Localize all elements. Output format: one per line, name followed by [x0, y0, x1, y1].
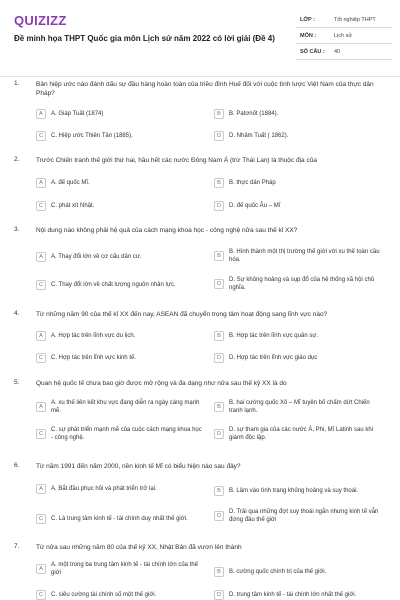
option-letter: A [36, 564, 46, 574]
option-text: C. siêu cường tài chính số một thế giới. [51, 592, 157, 598]
option-letter: C [36, 590, 46, 600]
option-c[interactable] [36, 129, 204, 143]
option-b[interactable] [214, 399, 382, 415]
option-letter: C [36, 201, 46, 211]
option-d[interactable] [214, 199, 382, 213]
option-letter: B [214, 251, 224, 261]
question-number: 4. [14, 310, 20, 317]
meta-row-count [296, 44, 392, 60]
meta-table [296, 12, 392, 60]
option-letter: C [36, 429, 46, 439]
question-text: Từ năm 1991 đến năm 2000, nền kinh tế Mĩ có biểu hiện nào sau đây? [36, 463, 241, 470]
question-text: Trước Chiến tranh thế giới thứ hai, hầu hết các nước Đông Nam Á (trừ Thái Lan) là thuộc địa của [36, 157, 317, 164]
option-text: C. Thay đổi lớn về chất lượng nguồn nhân lực. [51, 282, 176, 288]
option-text: B. Hợp tác trên lĩnh vực quân sự. [229, 333, 319, 339]
option-letter: A [36, 252, 46, 262]
question-number: 1. [14, 80, 20, 87]
option-letter: D [214, 429, 224, 439]
option-letter: C [36, 280, 46, 290]
option-letter: D [214, 201, 224, 211]
option-a[interactable] [36, 176, 204, 190]
question-number: 6. [14, 462, 20, 469]
logo-text: QUIZIZZ [14, 12, 67, 28]
question-number: 2. [14, 156, 20, 163]
option-b[interactable] [214, 176, 382, 190]
option-text: C. Hiệp ước Thiên Tân (1885). [51, 133, 133, 139]
option-text: B. Hình thành một thị trường thế giới với xu thế toàn cầu hóa. [229, 249, 380, 263]
option-text: A. Bắt đầu phục hồi và phát triển trở lại. [51, 486, 157, 492]
option-text: C. Là trung tâm kinh tế - tài chính duy nhất thế giới. [51, 516, 188, 522]
option-text: A. Thay đổi lớn về cơ cấu dân cư. [51, 254, 142, 260]
option-letter: A [36, 178, 46, 188]
option-letter: D [214, 353, 224, 363]
option-letter: D [214, 511, 224, 521]
option-b[interactable] [214, 329, 382, 343]
option-d[interactable] [214, 588, 382, 600]
option-c[interactable] [36, 351, 204, 365]
option-text: D. trung tâm kinh tế - tài chính lớn nhất thế giới. [229, 592, 357, 598]
question-number: 3. [14, 226, 20, 233]
meta-value: Lịch sử [334, 32, 353, 39]
option-letter: D [214, 279, 224, 289]
option-letter: A [36, 402, 46, 412]
option-a[interactable] [36, 561, 204, 577]
option-d[interactable] [214, 276, 382, 292]
question-number: 7. [14, 543, 20, 550]
option-letter: A [36, 484, 46, 494]
option-b[interactable] [214, 565, 382, 579]
question-text: Quan hệ quốc tế chưa bao giờ được mở rộng và đa dạng như nửa sau thế kỷ XX là do [36, 380, 287, 387]
meta-key: MÔN : [300, 32, 317, 39]
option-a[interactable] [36, 107, 204, 121]
option-b[interactable] [214, 484, 382, 498]
option-letter: D [214, 131, 224, 141]
option-text: C. phát xít Nhật. [51, 203, 95, 209]
option-letter: B [214, 178, 224, 188]
option-text: D. sự tham gia của các nước Á, Phi, Mĩ Latinh sau khi giành độc lập. [229, 427, 374, 441]
question-text: Từ nửa sau những năm 80 của thế kỷ XX, Nhật Bản đã vươn lên thành [36, 544, 242, 551]
meta-value: 40 [334, 48, 341, 55]
meta-row-class [296, 12, 392, 28]
option-text: C. sự phát triển mạnh mẽ của cuộc cách mạng khoa học - công nghệ. [51, 427, 202, 441]
meta-row-subject [296, 28, 392, 44]
option-letter: B [214, 331, 224, 341]
option-letter: C [36, 353, 46, 363]
option-text: D. Hợp tác trên lĩnh vực giáo dục [229, 355, 318, 361]
option-d[interactable] [214, 129, 382, 143]
option-text: C. Hợp tác trên lĩnh vực kinh tế. [51, 355, 136, 361]
option-text: D. Trải qua những đợt suy thoái ngắn nhưng kinh tế vẫn đứng đầu thế giới [229, 509, 379, 523]
question-text: Nội dung nào không phải hệ quả của cách mạng khoa học - công nghệ nửa sau thế kỉ XX? [36, 227, 298, 234]
option-c[interactable] [36, 199, 204, 213]
option-a[interactable] [36, 399, 204, 415]
option-d[interactable] [214, 351, 382, 365]
option-b[interactable] [214, 248, 382, 264]
option-text: D. đế quốc Âu – Mĩ [229, 203, 281, 209]
option-d[interactable] [214, 426, 382, 442]
option-text: A. đế quốc Mĩ. [51, 180, 90, 186]
option-c[interactable] [36, 278, 204, 292]
option-text: B. cường quốc chính trị của thế giới. [229, 569, 327, 575]
meta-key: SỐ CÂU : [300, 48, 325, 55]
option-text: B. Patơnốt (1884). [229, 111, 279, 117]
option-text: A. Giáp Tuất (1874) [51, 111, 104, 117]
option-letter: B [214, 109, 224, 119]
option-c[interactable] [36, 512, 204, 526]
option-letter: D [214, 590, 224, 600]
option-letter: B [214, 402, 224, 412]
option-a[interactable] [36, 329, 204, 343]
option-letter: A [36, 331, 46, 341]
question-text: Bản hiệp ước nào đánh dấu sự đầu hàng hoàn toàn của triều đình Huế đối với cuộc tình lược Việt Nam của thực dân Pháp? [36, 81, 374, 97]
option-text: B. thực dân Pháp [229, 180, 276, 186]
option-a[interactable] [36, 482, 204, 496]
option-letter: C [36, 131, 46, 141]
option-text: A. xu thế liên kết khu vực đang diễn ra ngày càng mạnh mẽ. [51, 400, 200, 414]
option-c[interactable] [36, 426, 204, 442]
meta-value: Tốt nghiệp THPT [334, 16, 376, 23]
option-c[interactable] [36, 588, 204, 600]
option-text: A. Hợp tác trên lĩnh vực du lịch. [51, 333, 136, 339]
quizizz-logo [14, 12, 67, 28]
option-text: D. Nhâm Tuất ( 1862). [229, 133, 289, 139]
option-text: B. Lâm vào tình trạng khủng hoảng và suy thoái. [229, 488, 359, 494]
option-text: B. hai cường quốc Xô – Mĩ tuyên bố chấm dứt Chiến tranh lạnh. [229, 400, 370, 414]
meta-key: LỚP : [300, 16, 315, 23]
option-letter: C [36, 514, 46, 524]
option-text: A. một trong ba trung tâm kinh tế - tài chính lớn của thế giới [51, 562, 199, 576]
option-d[interactable] [214, 508, 382, 524]
page-title: Đề minh họa THPT Quốc gia môn Lịch sử năm 2022 có lời giải (Đề 4) [14, 34, 275, 43]
option-text: D. Sự khủng hoảng và sụp đổ của hệ thống xã hội chủ nghĩa. [229, 277, 375, 291]
option-letter: B [214, 486, 224, 496]
option-letter: B [214, 567, 224, 577]
header-divider [0, 76, 400, 77]
option-a[interactable] [36, 250, 204, 264]
option-b[interactable] [214, 107, 382, 121]
question-number: 5. [14, 379, 20, 386]
option-letter: A [36, 109, 46, 119]
question-text: Từ những năm 90 của thế kỉ XX đến nay, ASEAN đã chuyển trọng tâm hoạt động sang lĩnh vực nào? [36, 311, 328, 318]
